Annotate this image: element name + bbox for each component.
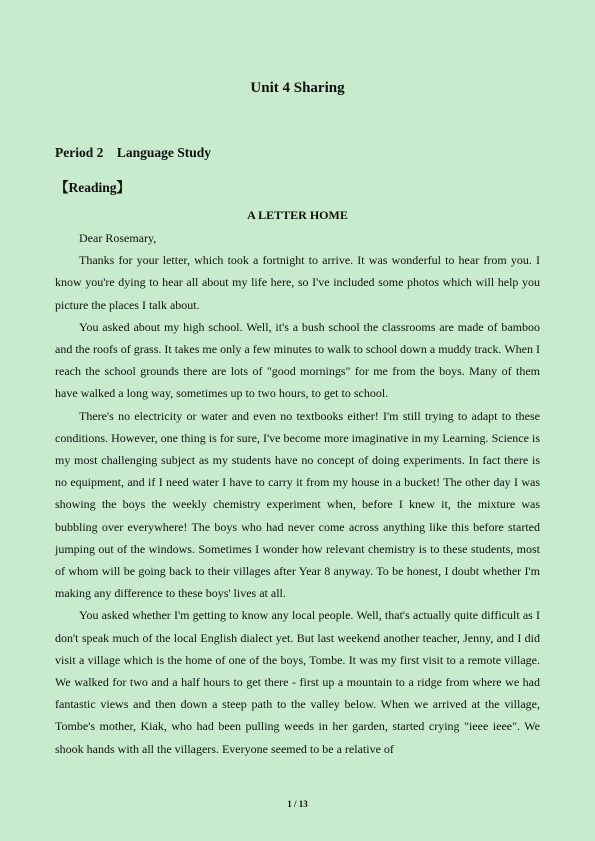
letter-body	[55, 227, 540, 760]
letter-title: A LETTER HOME	[247, 208, 348, 222]
period-heading: Period 2 Language Study	[55, 145, 212, 160]
unit-title: Unit 4 Sharing	[250, 80, 345, 96]
page-number: 1 / 13	[287, 799, 308, 809]
paragraph: You asked about my high school. Well, it's a bush school the classrooms are made of bamboo and the roofs of grass. It takes me only a few minutes to walk to school down a muddy track. When I reach the school grounds there are lots of "good mornings" for me from the boys. Many of them have walked a long way, sometimes up to two hours, to get to school.	[55, 319, 540, 401]
paragraph: There's no electricity or water and even no textbooks either! I'm still trying to adapt to these conditions. However, one thing is for sure, I've become more imaginative in my Learning. Science is my most challenging subject as my students have no concept of doing experiments. In fact there is no equipment, and if I need water I have to carry it from my house in a bucket! The other day I was showing the boys the weekly chemistry experiment when, before I knew it, the mixture was bubbling over everywhere! The boys who had never come across anything like this before started jumping out of the windows. Sometimes I wonder how relevant chemistry is to these students, most of whom will be going back to their villages after Year 8 anyway. To be honest, I doubt whether I'm making any difference to these boys' lives at all.	[55, 408, 540, 601]
paragraph: You asked whether I'm getting to know any local people. Well, that's actually quite difficult as I don't speak much of the local English dialect yet. But last weekend another teacher, Jenny, and I did visit a village which is the home of one of the boys, Tombe. It was my first visit to a remote village. We walked for two and a half hours to get there - first up a mountain to a ridge from where we had fantastic views and then down a steep path to the valley below. When we arrived at the village, Tombe's mother, Kiak, who had been pulling weeds in her garden, started crying "ieee ieee". We shook hands with all the villagers. Everyone seemed to be a relative of	[55, 608, 540, 756]
paragraph: Thanks for your letter, which took a fortnight to arrive. It was wonderful to hear from you. I know you're dying to hear all about my life here, so I've included some photos which will help you picture the places I talk about.	[55, 253, 540, 312]
salutation: Dear Rosemary,	[79, 231, 157, 245]
section-heading: 【Reading】	[55, 180, 131, 195]
